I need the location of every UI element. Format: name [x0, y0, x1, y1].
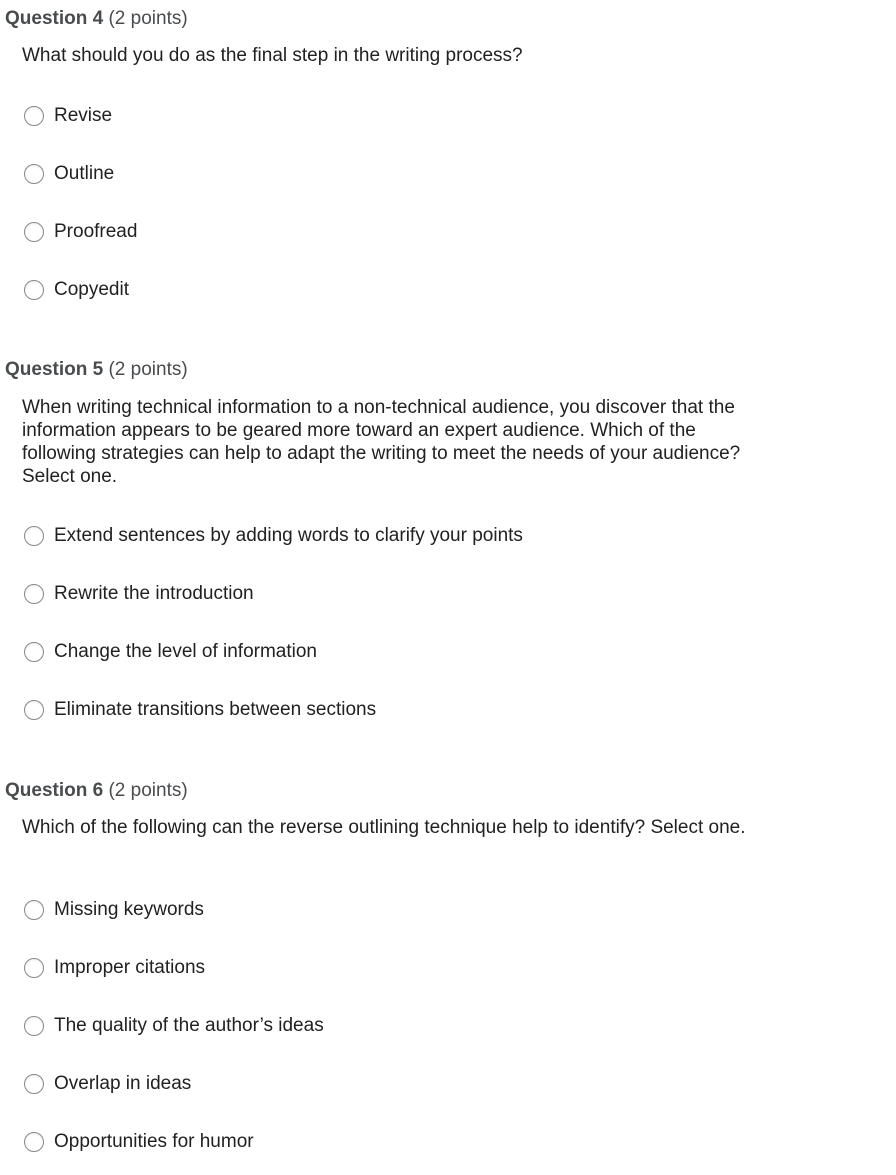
question-text: Which of the following can the reverse outlining technique help to identify? Select one. [22, 817, 746, 838]
option-label[interactable]: The quality of the author’s ideas [54, 1015, 324, 1036]
radio-button[interactable] [24, 1016, 44, 1036]
radio-button[interactable] [24, 1132, 44, 1152]
radio-button[interactable] [24, 642, 44, 662]
option-label[interactable]: Copyedit [54, 279, 129, 300]
question-text: What should you do as the final step in the writing process? [22, 45, 523, 66]
option-extend-sentences[interactable] [24, 524, 523, 548]
question-points: (2 points) [108, 8, 188, 29]
radio-button[interactable] [24, 106, 44, 126]
option-label[interactable]: Change the level of information [54, 641, 317, 662]
option-label[interactable]: Rewrite the introduction [54, 583, 254, 604]
option-label[interactable]: Improper citations [54, 957, 206, 978]
option-copyedit[interactable] [24, 278, 129, 302]
radio-button[interactable] [24, 222, 44, 242]
radio-button[interactable] [24, 1074, 44, 1094]
option-revise[interactable] [24, 104, 112, 128]
question-header [5, 359, 188, 381]
option-label[interactable]: Missing keywords [54, 899, 204, 920]
radio-button[interactable] [24, 526, 44, 546]
option-label[interactable]: Overlap in ideas [54, 1073, 192, 1094]
question-text: When writing technical information to a non-technical audience, you discover that the information appears to be geared more toward an expert audience. Which of the following strategies can help to adapt the writing to meet the needs of your audience? Select one. [22, 397, 741, 487]
option-quality-of-ideas[interactable] [24, 1014, 324, 1038]
option-overlap-in-ideas[interactable] [24, 1072, 191, 1096]
option-label[interactable]: Opportunities for humor [54, 1131, 254, 1152]
option-label[interactable]: Proofread [54, 221, 138, 242]
radio-button[interactable] [24, 958, 44, 978]
option-rewrite-introduction[interactable] [24, 582, 254, 606]
option-eliminate-transitions[interactable] [24, 698, 376, 722]
option-improper-citations[interactable] [24, 956, 205, 980]
question-points: (2 points) [108, 780, 188, 801]
radio-button[interactable] [24, 900, 44, 920]
option-outline[interactable] [24, 162, 114, 186]
radio-button[interactable] [24, 280, 44, 300]
option-missing-keywords[interactable] [24, 898, 204, 922]
option-label[interactable]: Revise [54, 105, 113, 126]
question-title: Question 5 [5, 359, 104, 380]
option-opportunities-for-humor[interactable] [24, 1130, 254, 1154]
question-header [5, 8, 188, 30]
radio-button[interactable] [24, 164, 44, 184]
option-proofread[interactable] [24, 220, 137, 244]
question-title: Question 6 [5, 780, 104, 801]
option-label[interactable]: Outline [54, 163, 115, 184]
radio-button[interactable] [24, 700, 44, 720]
option-label[interactable]: Eliminate transitions between sections [54, 699, 377, 720]
radio-button[interactable] [24, 584, 44, 604]
question-points: (2 points) [108, 359, 188, 380]
option-label[interactable]: Extend sentences by adding words to clarify your points [54, 525, 523, 546]
question-title: Question 4 [5, 8, 104, 29]
question-header [5, 780, 188, 802]
option-change-level[interactable] [24, 640, 317, 664]
